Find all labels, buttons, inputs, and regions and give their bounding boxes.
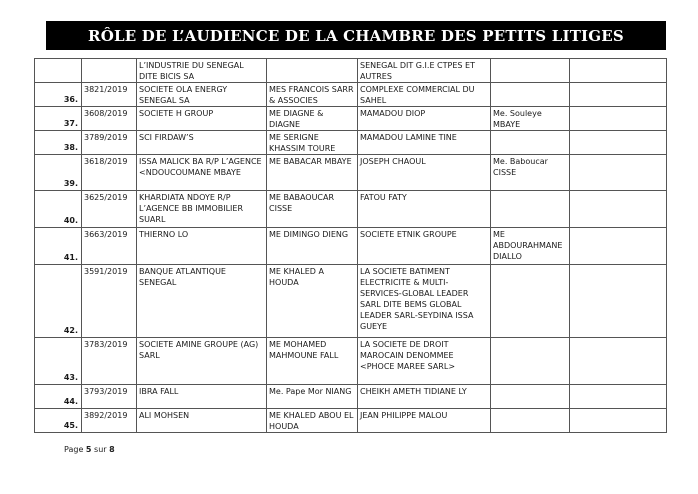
defendant-cell: FATOU FATY [358, 191, 491, 228]
case-reference-cell: 3618/2019 [82, 155, 137, 191]
plaintiff-counsel-cell: MES FRANCOIS SARR & ASSOCIES [267, 83, 358, 107]
case-number-cell: 45. [35, 409, 82, 433]
case-number-cell: 43. [35, 338, 82, 385]
page-title: RÔLE DE L’AUDIENCE DE LA CHAMBRE DES PETITS LITIGES [88, 26, 624, 45]
table-row [35, 338, 667, 385]
hearing-roll-table [34, 58, 667, 433]
defendant-counsel-cell: Me. Souleye MBAYE [491, 107, 570, 131]
extra-notes-cell [570, 228, 667, 265]
plaintiff-counsel-cell: ME BABAOUCAR CISSE [267, 191, 358, 228]
extra-notes-cell [570, 155, 667, 191]
case-reference-cell: 3783/2019 [82, 338, 137, 385]
case-number-cell: 37. [35, 107, 82, 131]
page-footer-prefix: Page [64, 445, 86, 454]
case-reference-cell: 3608/2019 [82, 107, 137, 131]
case-number-cell: 41. [35, 228, 82, 265]
defendant-counsel-cell [491, 385, 570, 409]
case-reference-cell [82, 59, 137, 83]
case-number-cell: 39. [35, 155, 82, 191]
plaintiff-counsel-cell: ME KHALED A HOUDA [267, 265, 358, 338]
plaintiff-counsel-cell: ME MOHAMED MAHMOUNE FALL [267, 338, 358, 385]
plaintiff-cell: L’INDUSTRIE DU SENEGAL DITE BICIS SA [137, 59, 267, 83]
table-row [35, 83, 667, 107]
page-number: 5 [85, 445, 92, 454]
extra-notes-cell [570, 107, 667, 131]
table-row [35, 59, 667, 83]
table-row [35, 191, 667, 228]
extra-notes-cell [570, 385, 667, 409]
defendant-cell: JEAN PHILIPPE MALOU [358, 409, 491, 433]
plaintiff-counsel-cell: ME DIMINGO DIENG [267, 228, 358, 265]
extra-notes-cell [570, 83, 667, 107]
defendant-counsel-cell [491, 191, 570, 228]
defendant-cell: COMPLEXE COMMERCIAL DU SAHEL [358, 83, 491, 107]
plaintiff-cell: SCI FIRDAW’S [137, 131, 267, 155]
case-reference-cell: 3793/2019 [82, 385, 137, 409]
plaintiff-cell: IBRA FALL [137, 385, 267, 409]
defendant-counsel-cell [491, 59, 570, 83]
plaintiff-cell: THIERNO LO [137, 228, 267, 265]
defendant-counsel-cell [491, 265, 570, 338]
extra-notes-cell [570, 131, 667, 155]
case-number-cell: 42. [35, 265, 82, 338]
case-number-cell [35, 59, 82, 83]
plaintiff-cell: BANQUE ATLANTIQUE SENEGAL [137, 265, 267, 338]
defendant-cell: MAMADOU DIOP [358, 107, 491, 131]
defendant-cell: JOSEPH CHAOUL [358, 155, 491, 191]
table-row [35, 155, 667, 191]
defendant-counsel-cell: Me. Baboucar CISSE [491, 155, 570, 191]
plaintiff-counsel-cell: ME SERIGNE KHASSIM TOURE [267, 131, 358, 155]
plaintiff-cell: ALI MOHSEN [137, 409, 267, 433]
plaintiff-cell: SOCIETE H GROUP [137, 107, 267, 131]
extra-notes-cell [570, 409, 667, 433]
extra-notes-cell [570, 265, 667, 338]
table-row [35, 265, 667, 338]
table-row [35, 228, 667, 265]
defendant-counsel-cell [491, 131, 570, 155]
plaintiff-counsel-cell: ME KHALED ABOU EL HOUDA [267, 409, 358, 433]
case-reference-cell: 3625/2019 [82, 191, 137, 228]
table-row [35, 107, 667, 131]
plaintiff-counsel-cell [267, 59, 358, 83]
case-reference-cell: 3892/2019 [82, 409, 137, 433]
case-reference-cell: 3591/2019 [82, 265, 137, 338]
extra-notes-cell [570, 59, 667, 83]
defendant-counsel-cell [491, 83, 570, 107]
case-reference-cell: 3663/2019 [82, 228, 137, 265]
defendant-cell: CHEIKH AMETH TIDIANE LY [358, 385, 491, 409]
case-reference-cell: 3789/2019 [82, 131, 137, 155]
plaintiff-counsel-cell: Me. Pape Mor NIANG [267, 385, 358, 409]
plaintiff-cell: KHARDIATA NDOYE R/P L’AGENCE BB IMMOBILIER SUARL [137, 191, 267, 228]
table-row [35, 409, 667, 433]
case-number-cell: 36. [35, 83, 82, 107]
table-row [35, 385, 667, 409]
defendant-cell: SENEGAL DIT G.I.E CTPES ET AUTRES [358, 59, 491, 83]
case-reference-cell: 3821/2019 [82, 83, 137, 107]
case-number-cell: 38. [35, 131, 82, 155]
defendant-cell: LA SOCIETE BATIMENT ELECTRICITE & MULTI-SERVICES-GLOBAL LEADER SARL DITE BEMS GLOBAL LEADER SARL-SEYDINA ISSA GUEYE [358, 265, 491, 338]
defendant-cell: SOCIETE ETNIK GROUPE [358, 228, 491, 265]
plaintiff-counsel-cell: ME DIAGNE & DIAGNE [267, 107, 358, 131]
page-footer-middle: sur [91, 445, 110, 454]
plaintiff-counsel-cell: ME BABACAR MBAYE [267, 155, 358, 191]
page-total: 8 [109, 445, 115, 454]
defendant-counsel-cell: ME ABDOURAHMANE DIALLO [491, 228, 570, 265]
defendant-cell: MAMADOU LAMINE TINE [358, 131, 491, 155]
extra-notes-cell [570, 338, 667, 385]
defendant-cell: LA SOCIETE DE DROIT MAROCAIN DENOMMEE <PHOCE MAREE SARL> [358, 338, 491, 385]
extra-notes-cell [570, 191, 667, 228]
plaintiff-cell: ISSA MALICK BA R/P L’AGENCE <NDOUCOUMANE MBAYE [137, 155, 267, 191]
page-footer [64, 445, 115, 454]
case-number-cell: 40. [35, 191, 82, 228]
page-title-banner [46, 21, 666, 50]
case-number-cell: 44. [35, 385, 82, 409]
plaintiff-cell: SOCIETE OLA ENERGY SENEGAL SA [137, 83, 267, 107]
plaintiff-cell: SOCIETE AMINE GROUPE (AG) SARL [137, 338, 267, 385]
table-row [35, 131, 667, 155]
defendant-counsel-cell [491, 409, 570, 433]
defendant-counsel-cell [491, 338, 570, 385]
hearing-roll-body [35, 59, 667, 433]
